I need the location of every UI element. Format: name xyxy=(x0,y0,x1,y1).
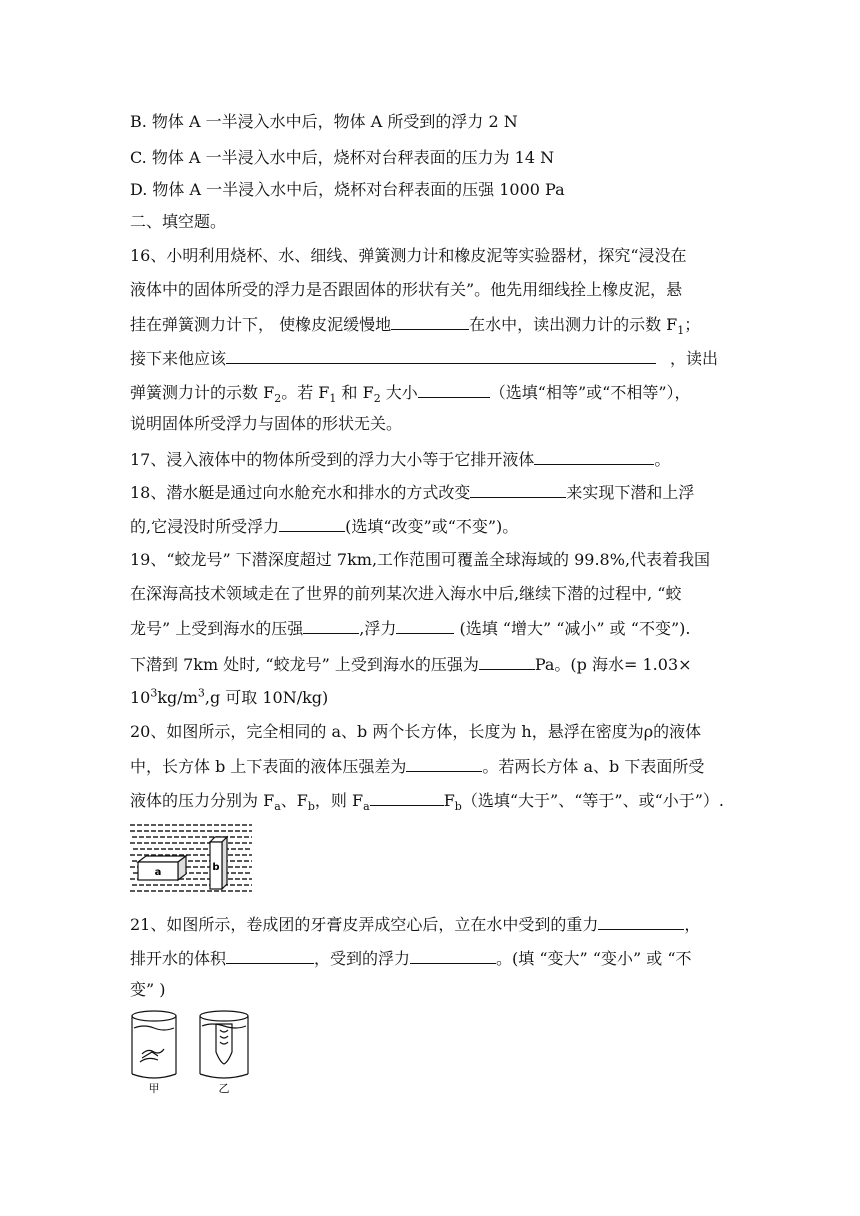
block-a-label: a xyxy=(154,867,162,878)
q20-line-2: 中，长方体 b 上下表面的液体压强差为 。若两长方体 a、b 下表面所受 xyxy=(130,757,705,776)
q16-line-4: 接下来他应该 ，读出 xyxy=(130,349,719,368)
q16-blank-3[interactable] xyxy=(418,382,490,398)
q21-line-2: 排开水的体积 ，受到的浮力 。(填 “变大” “变小” 或 “不 xyxy=(130,949,692,968)
q19-line-1: 19、“蛟龙号” 下潜深度超过 7km,工作范围可覆盖全球海域的 99.8%,代表着我国 xyxy=(130,550,711,569)
q18-line-2: 的,它浸没时所受浮力 (选填“改变”或“不变”)。 xyxy=(130,517,519,536)
option-d: D. 物体 A 一半浸入水中后，烧杯对台秤表面的压强 1000 Pa xyxy=(130,180,565,199)
block-a xyxy=(138,856,186,880)
q17-line-1: 17、浸入液体中的物体所受到的浮力大小等于它排开液体 。 xyxy=(130,450,671,469)
q19-line-5: $10^3kg/m^3,g$ 可取 10N/kg) xyxy=(130,686,329,707)
q16-line-1: 16、小明利用烧杯、水、细线、弹簧测力计和橡皮泥等实验器材，探究“浸没在 xyxy=(130,246,687,265)
beaker-yi xyxy=(200,1011,248,1078)
q21-blank-2[interactable] xyxy=(226,948,314,964)
q16-blank-2[interactable] xyxy=(226,348,656,364)
beaker-yi-label: 乙 xyxy=(218,1082,230,1095)
section-title: 二、填空题。 xyxy=(130,212,227,231)
q21-figure xyxy=(128,1008,254,1096)
block-b xyxy=(210,837,227,889)
beaker-jia-label: 甲 xyxy=(148,1082,160,1095)
beakers-diagram xyxy=(128,1008,254,1096)
q20-blank-2[interactable] xyxy=(370,790,444,806)
q19-blank-2[interactable] xyxy=(396,618,454,634)
q20-blank-1[interactable] xyxy=(406,756,482,772)
beaker-jia xyxy=(132,1011,176,1078)
q16-blank-1[interactable] xyxy=(391,314,469,330)
q20-figure xyxy=(130,822,252,896)
q18-blank-2[interactable] xyxy=(279,516,345,532)
q19-line-2: 在深海高技术领域走在了世界的前列某次进入海水中后,继续下潜的过程中, “蛟 xyxy=(130,584,682,603)
q21-line-1: 21、如图所示，卷成团的牙膏皮弄成空心后，立在水中受到的重力 ， xyxy=(130,915,701,934)
q21-blank-3[interactable] xyxy=(410,948,496,964)
q20-line-1: 20、如图所示，完全相同的 a、b 两个长方体，长度为 h，悬浮在密度为ρ的液体 xyxy=(130,722,702,741)
q20-line-3: 液体的压力分别为 $F_a$、$F_b$，则 $F_a$ $F_b$（选填“大于”、“等于”、或“小于”）. xyxy=(130,791,725,814)
liquid-blocks-diagram xyxy=(130,822,252,896)
q19-blank-1[interactable] xyxy=(303,618,359,634)
q16-line-2: 液体中的固体所受的浮力是否跟固体的形状有关”。他先用细线拴上橡皮泥，悬 xyxy=(130,280,683,299)
q19-line-4: 下潜到 7km 处时, “蛟龙号” 上受到海水的压强为 Pa。(p 海水= 1.03× xyxy=(130,655,692,674)
option-c: C. 物体 A 一半浸入水中后，烧杯对台秤表面的压力为 14 N xyxy=(130,148,555,167)
q17-blank[interactable] xyxy=(534,449,654,465)
q16-line-3: 挂在弹簧测力计下， 使橡皮泥缓慢地 在水中，读出测力计的示数 $F_1$； xyxy=(130,315,701,338)
q19-line-3: 龙号” 上受到海水的压强 ,浮力 (选填 “增大” “减小” 或 “不变”). xyxy=(130,619,691,638)
q21-line-3: 变” ) xyxy=(130,980,166,999)
q18-line-1: 18、潜水艇是通过向水舱充水和排水的方式改变 来实现下潜和上浮 xyxy=(130,483,695,502)
option-b: B. 物体 A 一半浸入水中后，物体 A 所受到的浮力 2 N xyxy=(130,112,518,131)
q19-blank-3[interactable] xyxy=(479,654,535,670)
q16-line-6: 说明固体所受浮力与固体的形状无关。 xyxy=(130,414,403,433)
block-b-label: b xyxy=(212,862,220,873)
q18-blank-1[interactable] xyxy=(470,482,566,498)
q16-line-5: 弹簧测力计的示数 $F_2$。若 $F_1$ 和 $F_2$ 大小 （选填“相等”或“不相等”）， xyxy=(130,383,691,406)
q21-blank-1[interactable] xyxy=(598,914,684,930)
